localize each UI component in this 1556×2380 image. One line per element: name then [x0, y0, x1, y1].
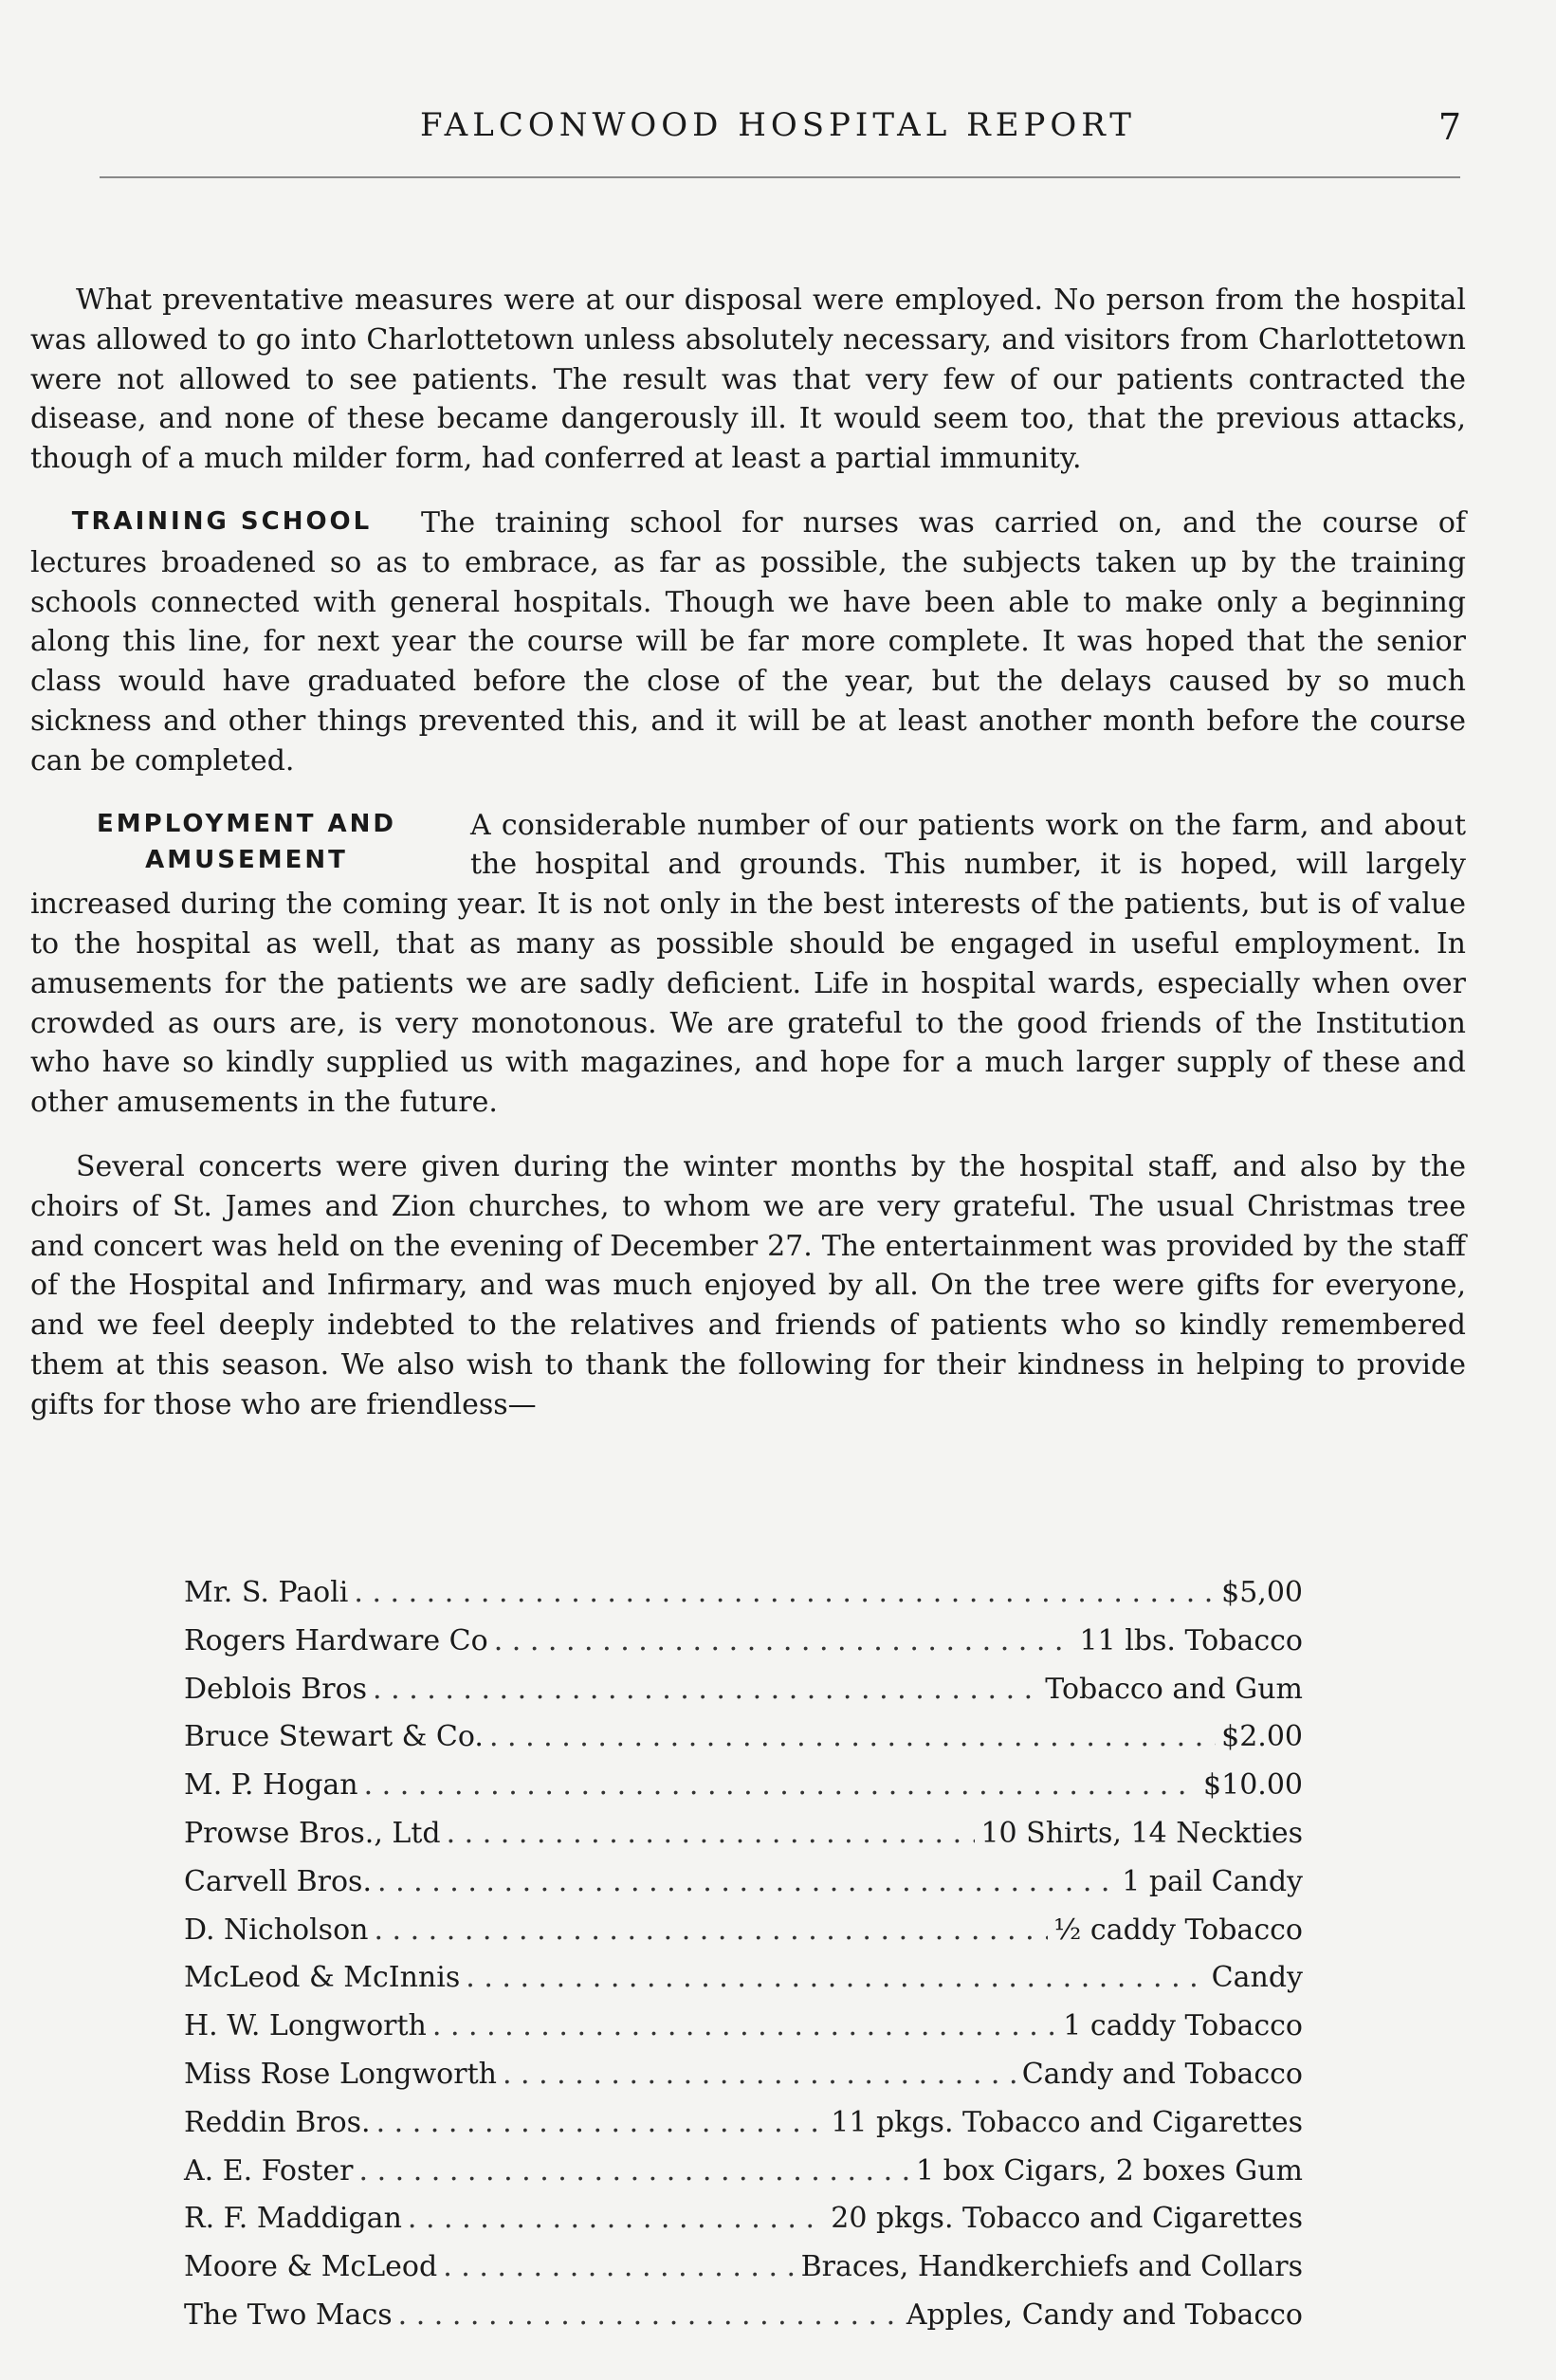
dot-leader: [489, 1720, 1216, 1753]
donor-row: [184, 2250, 1303, 2298]
donor-gift: $5,00: [1221, 1576, 1303, 1609]
donor-name: Miss Rose Longworth: [184, 2057, 497, 2091]
donor-gift: 1 caddy Tobacco: [1063, 2009, 1303, 2043]
dot-leader: [443, 2250, 795, 2283]
donor-row: [184, 1817, 1303, 1865]
donor-gift: 11 pkgs. Tobacco and Cigarettes: [831, 2105, 1303, 2139]
donor-gift: Braces, Handkerchiefs and Collars: [800, 2250, 1303, 2284]
donor-row: [184, 2058, 1303, 2106]
intro-paragraph: What preventative measures were at our disposal were employed. No person from the hospital was allowed to go into Charlottetown unless absolutely necessary, and visitors from Charlottetown were not allowed to see patients. The result was that very few of our patients contracted the disease, and none of these became dangerously ill. It would seem too, that the previous attacks, though of a much milder form, had conferred at least a partial immunity.: [30, 284, 1466, 476]
dot-leader: [466, 1961, 1205, 1994]
dot-leader: [364, 1768, 1198, 1802]
donor-name: A. E. Foster: [184, 2153, 354, 2188]
donor-list: [184, 1576, 1303, 2347]
dot-leader: [408, 2202, 825, 2235]
concerts-paragraph: Several concerts were given during the winter months by the hospital staff, and also by the choirs of St. James and Zion churches, to whom we are very grateful. The usual Christmas tree and concert was held on the evening of December 27. The entertainment was provided by the staff of the Hospital and Infirmary, and was much enjoyed by all. On the tree were gifts for everyone, and we feel deeply indebted to the relatives and friends of patients who so kindly remembered them at this season. We also wish to thank the following for their kindness in helping to provide gifts for those who are friendless—: [30, 1149, 1466, 1421]
donor-row: [184, 1720, 1303, 1768]
donor-gift: 20 pkgs. Tobacco and Cigarettes: [831, 2202, 1303, 2236]
training-text: The training school for nurses was carried on, and the course of lectures broadened so as to embrace, as far as possible, the subjects taken up by the training schools connected with general hospitals. Though we have been able to make only a beginning along this line, for next year the course will be far more complete. It was hoped that the senior class would have graduated before the close of the year, but the delays caused by so much sickness and other things prevented this, and it will be at least another month before the course can be completed.: [30, 505, 1466, 778]
donor-name: The Two Macs: [184, 2298, 393, 2332]
donor-row: [184, 1913, 1303, 1962]
donor-name: D. Nicholson: [184, 1913, 369, 1947]
donor-gift: Candy: [1211, 1961, 1303, 1995]
donor-gift: 11 lbs. Tobacco: [1079, 1623, 1303, 1657]
employment-text: A considerable number of our patients work on the farm, and about the hospital and grounds. This number, it is hoped, will largely increased during the coming year. It is not only in the best interests of the patients, but is of value to the hospital as well, that as many as possible should be engaged in useful employment. In amusements for the patients we are sadly deficient. Life in hospital wards, especially when over crowded as ours are, is very monotonous. We are grateful to the good friends of the Institution who have so kindly supplied us with magazines, and hope for a much larger supply of these and other amusements in the future.: [30, 808, 1466, 1120]
donor-row: [184, 1673, 1303, 1721]
donor-gift: ½ caddy Tobacco: [1053, 1913, 1303, 1947]
donor-name: R. F. Maddigan: [184, 2202, 402, 2236]
report-body: [30, 281, 1466, 1450]
donor-row: [184, 1865, 1303, 1913]
training-section: [30, 503, 1466, 781]
dot-leader: [373, 1673, 1039, 1706]
dot-leader: [447, 1817, 976, 1850]
dot-leader: [398, 2298, 901, 2332]
donor-name: Rogers Hardware Co: [184, 1623, 488, 1657]
donor-row: [184, 1576, 1303, 1624]
donor-name: Mr. S. Paoli: [184, 1576, 349, 1609]
donor-gift: $10.00: [1203, 1768, 1303, 1803]
donor-name: Deblois Bros: [184, 1672, 368, 1706]
employment-section: [30, 806, 1466, 1123]
donor-gift: $2.00: [1221, 1720, 1303, 1754]
donor-gift: 10 Shirts, 14 Neckties: [980, 1816, 1303, 1850]
dot-leader: [432, 2009, 1057, 2042]
donor-name: Carvell Bros.: [184, 1864, 372, 1898]
dot-leader: [494, 1624, 1074, 1657]
donor-row: [184, 2154, 1303, 2203]
donor-name: Prowse Bros., Ltd: [184, 1816, 441, 1850]
donor-name: McLeod & McInnis: [184, 1961, 461, 1995]
donor-row: [184, 2106, 1303, 2154]
donor-row: [184, 1768, 1303, 1817]
running-head: FALCONWOOD HOSPITAL REPORT: [420, 106, 1136, 144]
donor-gift: Apples, Candy and Tobacco: [906, 2298, 1303, 2332]
training-heading: TRAINING SCHOOL: [71, 506, 373, 536]
dot-leader: [377, 1865, 1116, 1898]
donor-row: [184, 2202, 1303, 2250]
dot-leader: [503, 2058, 1016, 2091]
donor-row: [184, 2298, 1303, 2347]
donor-gift: Tobacco and Gum: [1045, 1672, 1303, 1706]
donor-name: H. W. Longworth: [184, 2009, 427, 2043]
page-number: 7: [1437, 106, 1461, 148]
donor-name: M. P. Hogan: [184, 1768, 358, 1803]
donor-name: Moore & McLeod: [184, 2250, 438, 2284]
donor-row: [184, 2009, 1303, 2058]
dot-leader: [374, 1913, 1048, 1947]
dot-leader: [376, 2106, 826, 2139]
header-rule: [100, 176, 1460, 178]
donor-row: [184, 1624, 1303, 1673]
donor-row: [184, 1961, 1303, 2009]
donor-gift: 1 box Cigars, 2 boxes Gum: [915, 2153, 1303, 2188]
donor-gift: 1 pail Candy: [1122, 1864, 1303, 1898]
dot-leader: [359, 2154, 910, 2188]
donor-name: Reddin Bros.: [184, 2105, 371, 2139]
donor-name: Bruce Stewart & Co.: [184, 1720, 484, 1754]
donor-gift: Candy and Tobacco: [1021, 2057, 1303, 2091]
dot-leader: [354, 1576, 1216, 1609]
employment-heading: EMPLOYMENT AND AMUSEMENT: [97, 809, 396, 874]
